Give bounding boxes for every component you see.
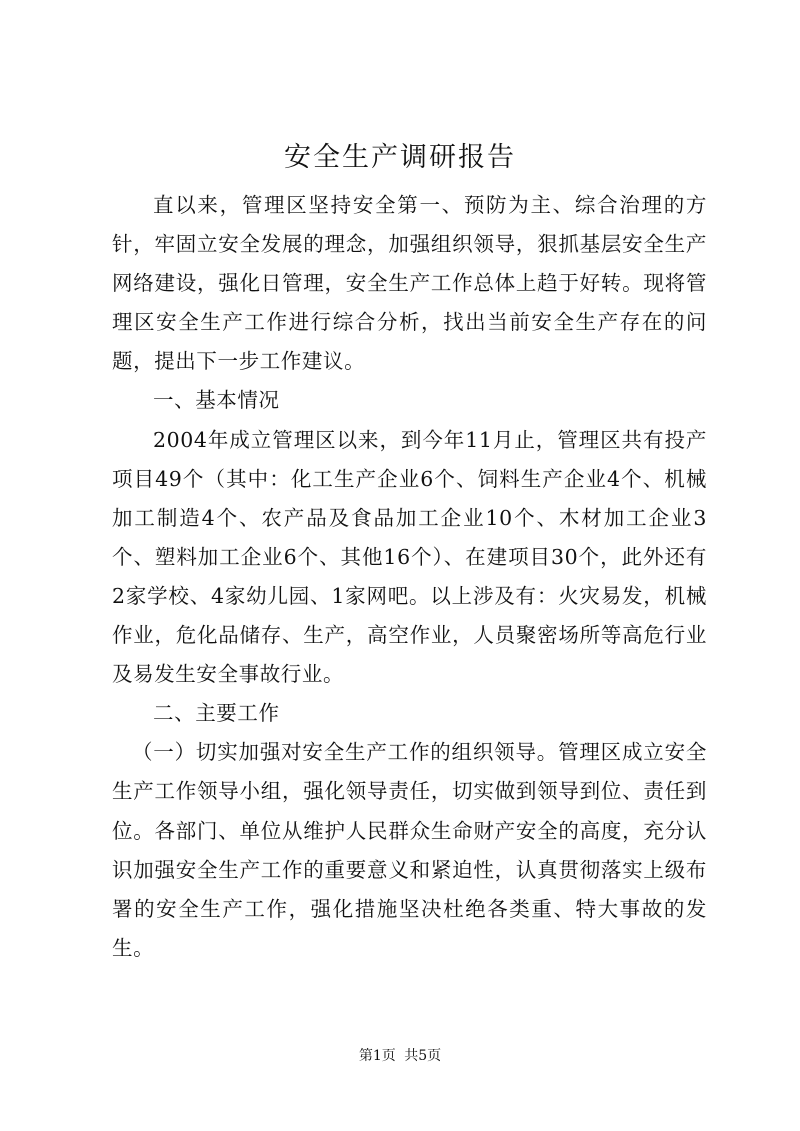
- section-heading-main-work: 二、主要工作: [153, 701, 280, 726]
- page-number: 第1页: [358, 1048, 396, 1064]
- page-total: 共5页: [404, 1048, 442, 1064]
- intro-paragraph: 直以来，管理区坚持安全第一、预防为主、综合治理的方针，牢固立安全发展的理念，加强组织领导，狠抓基层安全生产网络建设，强化日管理，安全生产工作总体上趋于好转。现将管理区安全生产工作进行综合分析，找出当前安全生产存在的问题，提出下一步工作建议。: [112, 193, 707, 374]
- basic-situation-paragraph: 2004年成立管理区以来，到今年11月止，管理区共有投产项目49个（其中：化工生产企业6个、饲料生产企业4个、机械加工制造4个、农产品及食品加工企业10个、木材加工企业3个、塑料加工企业6个、其他16个）、在建项目30个，此外还有2家学校、4家幼儿园、1家网吧。以上涉及有：火灾易发，机械作业，危化品储存、生产，高空作业，人员聚密场所等高危行业及易发生安全事故行业。: [112, 427, 707, 687]
- page-footer: [0, 1046, 800, 1066]
- document-body: [112, 186, 707, 968]
- section-heading-basic-situation: 一、基本情况: [153, 388, 280, 413]
- page-title: 安全生产调研报告: [284, 142, 516, 173]
- main-work-paragraph-1: （一）切实加强对安全生产工作的组织领导。管理区成立安全生产工作领导小组，强化领导责任，切实做到领导到位、责任到位。各部门、单位从维护人民群众生命财产安全的高度，充分认识加强安全生产工作的重要意义和紧迫性，认真贯彻落实上级布署的安全生产工作，强化措施坚决杜绝各类重、特大事故的发生。: [112, 740, 707, 960]
